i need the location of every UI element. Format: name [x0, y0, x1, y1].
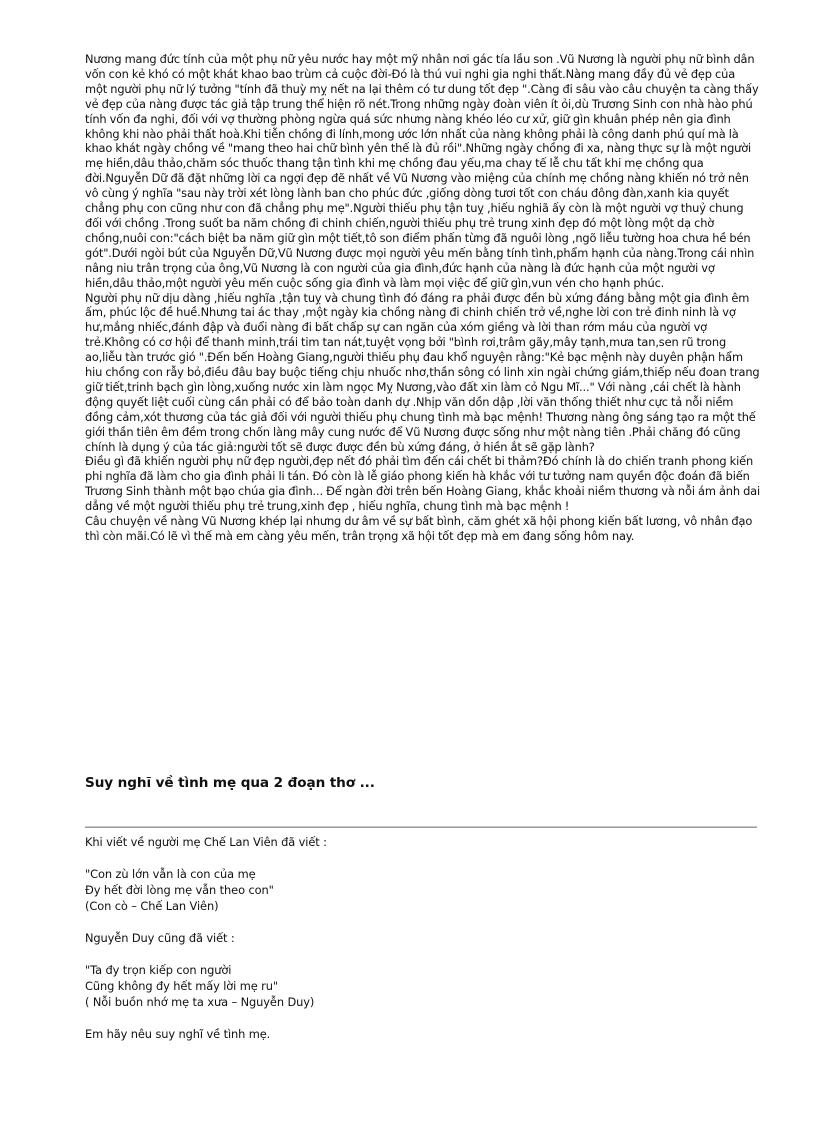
task-prompt: Em hãy nêu suy nghĩ về tình mẹ.	[85, 1027, 271, 1041]
quote-1-source: (Con cò – Chế Lan Viên)	[85, 899, 219, 913]
poem-section	[85, 834, 760, 1042]
essay-paragraph-3: Điều gì đã khiến người phụ nữ đẹp người,đẹp nết đó phải tìm đến cái chết bi thảm?Đó chính là do chiến tranh phong kiến phi nghĩa đã làm cho gia đình phải li tán. Đó còn là lễ giáo phong kiến hà khắc với tư tưởng nam quyền độc đoán đã biến Trương Sinh thành một bạo chúa gia đình... Để ngàn đời trên bến Hoàng Giang, khắc khoải niềm thương và nỗi ám ảnh dai dẳng về một người thiếu phụ trẻ trung,xinh đẹp , hiếu nghĩa, chung tình mà bạc mệnh !	[85, 454, 761, 514]
poem-intro-2: Nguyễn Duy cũng đã viết :	[85, 931, 235, 945]
essay-paragraph-1: Nương mang đức tính của một phụ nữ yêu nước hay một mỹ nhân nơi gác tía lầu son .Vũ Nương là người phụ nữ bình dân vốn con kẻ khó có một khát khao bao trùm cả cuộc đời-Đó là thú vui nghi gia nghi thất.Nàng mang đầy đủ vẻ đẹp của một người phụ nữ lý tưởng "tính đã thuỳ mỵ nết na lại thêm có tư dung tốt đẹp ".Càng đi sâu vào câu chuyện ta càng thấy vẻ đẹp của nàng được tác giả tập trung thể hiện rõ nét.Trong những ngày đoàn viên ít ỏi,dù Trương Sinh con nhà hào phú tính vốn đa nghi, đối với vợ thường phòng ngừa quá sức nhưng nàng khéo léo cư xử, giữ gìn khuân phép nên gia đình không khi nào phải thất hoà.Khi tiễn chồng đi lính,mong ước lớn nhất của nàng không phải là công danh phú quí mà là khao khát ngày chồng về "mang theo hai chữ bình yên thế là đủ rồi".Những ngày chồng đi xa, nàng thực sự là một người mẹ hiền,dâu thảo,chăm sóc thuốc thang tận tình khi mẹ chồng đau yếu,ma chay tế lễ chu tất khi mẹ chồng qua đời.Nguyễn Dữ đã đặt những lời ca ngợi đẹp đẽ nhất về Vũ Nương vào miệng của chính mẹ chồng nàng khiến nó trở nên vô cùng ý nghĩa "sau này trời xét lòng lành ban cho phúc đức ,giống dòng tươi tốt con cháu đông đàn,xanh kia quyết chẳng phụ con cũng như con đã chẳng phụ mẹ".Người thiếu phụ tận tuỵ ,hiếu nghiã ấy còn là một người vợ thuỷ chung đối với chồng .Trong suốt ba năm chồng đi chinh chiến,người thiếu phụ trẻ trung xinh đẹp đó một lòng một dạ chờ chồng,nuôi con:"cách biệt ba năm giữ gìn một tiết,tô son điểm phấn từng đã nguôi lòng ,ngõ liễu tường hoa chưa hề bén gót".Dưới ngòi bút của Nguyễn Dữ,Vũ Nương được mọi người yêu mến bằng tính tình,phẩm hạnh của nàng.Trong cái nhìn nâng niu trân trọng của ông,Vũ Nương là con người của gia đình,đức hạnh của nàng là đức hạnh của một người vợ hiền,dâu thảo,một người yêu mến cuộc sống gia đình và làm mọi việc để giữ gìn,vun vén cho hạnh phúc.	[85, 52, 759, 290]
essay-paragraph-2: Người phụ nữ dịu dàng ,hiếu nghĩa ,tận tuỵ và chung tình đó đáng ra phải được đền bù xứng đáng bằng một gia đình êm ấm, phúc lộc đề huề.Nhưng tai ác thay ,một ngày kia chồng nàng đi chinh chiến trở về,nghe lời con trẻ đinh ninh là vợ hư,mắng nhiếc,đánh đập và đuổi nàng đi bất chấp sự can ngăn của xóm giềng và lời than rớm máu của người vợ trẻ.Không có cơ hội để thanh minh,trái tim tan nát,tuyệt vọng bởi "bình rơi,trâm gãy,mây tạnh,mưa tan,sen rũ trong ao,liễu tàn trước gió ".Đến bến Hoàng Giang,người thiếu phụ đau khổ nguyện rằng:"Kẻ bạc mệnh này duyên phận hẩm hiu chồng con rẫy bỏ,điều đâu bay buộc tiếng chịu nhuốc nhơ,thần sông có linh xin ngài chứng giám,thiếp nếu đoan trang giữ tiết,trinh bạch gìn lòng,xuống nước xin làm ngọc Mỵ Nương,vào đất xin làm cỏ Ngu Mĩ..." Với nàng ,cái chết là hành động quyết liệt cuối cùng cần phải có để bảo toàn danh dự .Nhịp văn dồn dập ,lời văn thống thiết như cực tả nỗi niềm đồng cảm,xót thương của tác giả đối với người thiếu phụ chung tình mà bạc mệnh! Thương nàng ông sáng tạo ra một thế giới thần tiên êm đềm trong chốn làng mây cung nước để Vũ Nương được sống như một nàng tiên .Phải chăng đó cũng chính là dụng ý của tác giả:người tốt sẽ được được đền bù xứng đáng, ở hiền ắt sẽ gặp lành?	[85, 290, 760, 454]
essay-body	[85, 52, 760, 544]
horizontal-divider	[85, 826, 757, 828]
quote-2-source: ( Nỗi buồn nhớ mẹ ta xưa – Nguyễn Duy)	[85, 995, 315, 1009]
quote-1-line-1: "Con zù lớn vẫn là con của mẹ	[85, 867, 256, 881]
section-heading: Suy nghĩ về tình mẹ qua 2 đoạn thơ ...	[85, 775, 375, 791]
poem-intro-1: Khi viết về người mẹ Chế Lan Viên đã viết :	[85, 835, 327, 849]
quote-2-line-2: Cũng không đy hết mấy lời mẹ ru"	[85, 979, 279, 993]
essay-paragraph-4: Câu chuyện về nàng Vũ Nương khép lại nhưng dư âm về sự bất bình, căm ghét xã hội phong kiến bất lương, vô nhân đạo thì còn mãi.Có lẽ vì thế mà em càng yêu mến, trân trọng xã hội tốt đẹp mà em đang sống hôm nay.	[85, 514, 753, 543]
quote-1-line-2: Đy hết đời lòng mẹ vẫn theo con"	[85, 883, 274, 897]
quote-2-line-1: "Ta đy trọn kiếp con người	[85, 963, 232, 977]
